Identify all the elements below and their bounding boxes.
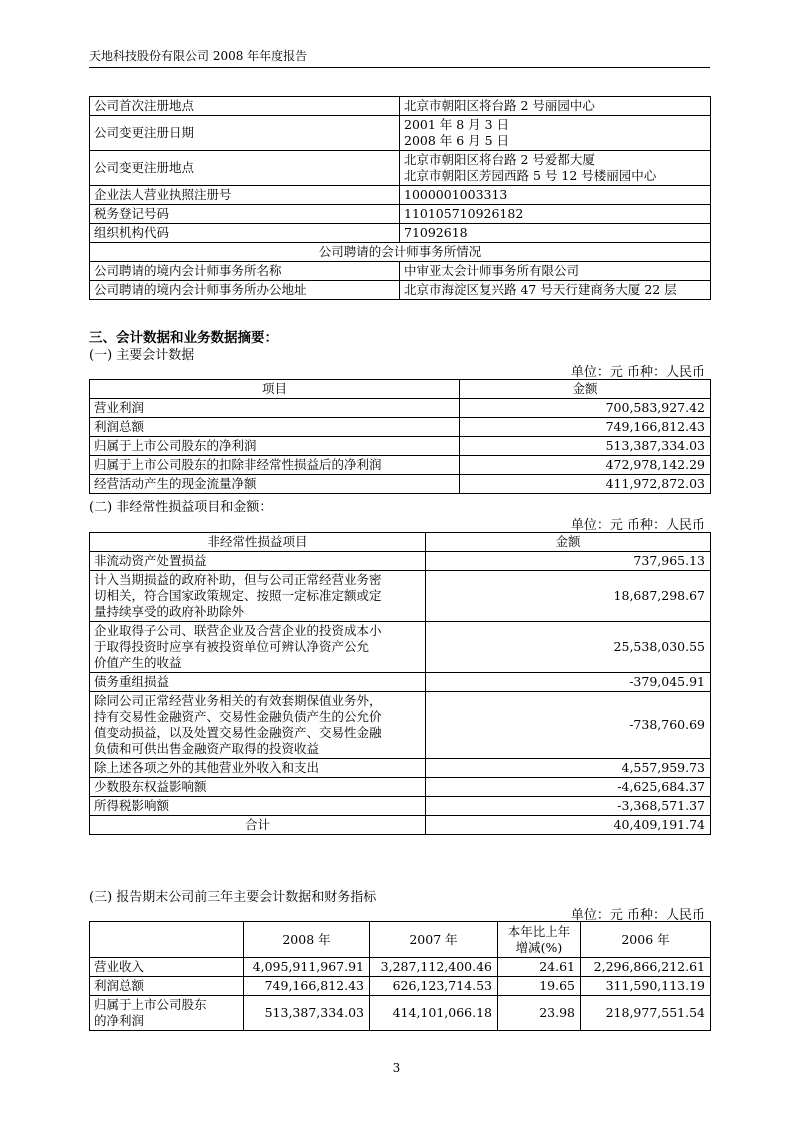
item-cell: 利润总额	[90, 418, 460, 437]
amount-cell: -3,368,571.37	[426, 797, 711, 816]
table-row	[90, 116, 711, 151]
main-accounting-table	[89, 379, 711, 494]
value-2008: 513,387,334.03	[244, 996, 370, 1031]
subsection-title-1: (一) 主要会计数据	[89, 348, 195, 363]
table-row	[90, 418, 711, 437]
table-header-row	[90, 533, 711, 552]
amount-cell: 513,387,334.03	[460, 437, 711, 456]
table-row	[90, 996, 711, 1031]
table-row	[90, 552, 711, 571]
column-header: 金额	[460, 380, 711, 399]
item-line: 价值产生的收益	[94, 655, 182, 670]
table-row	[90, 243, 711, 262]
amount-cell: 18,687,298.67	[426, 571, 711, 622]
table-row	[90, 797, 711, 816]
item-line: 计入当期损益的政府补助，但与公司正常经营业务密	[94, 572, 382, 587]
table-row	[90, 262, 711, 281]
item-cell: 所得税影响额	[90, 797, 426, 816]
row-label: 公司变更注册地点	[90, 151, 400, 186]
value-line: 2001 年 8 月 3 日	[404, 117, 510, 132]
header-divider	[89, 67, 710, 68]
subsection-title-3: (三) 报告期末公司前三年主要会计数据和财务指标	[89, 890, 377, 905]
page-number: 3	[392, 1061, 401, 1075]
table-row	[90, 958, 711, 977]
subsection-title-2: (二) 非经常性损益项目和金额：	[89, 500, 273, 515]
value-change: 19.65	[498, 977, 581, 996]
table-row	[90, 281, 711, 300]
value-line: 2008 年 6 月 5 日	[404, 133, 510, 148]
item-line: 除同公司正常经营业务相关的有效套期保值业务外，	[94, 693, 382, 708]
section-title: 三、会计数据和业务数据摘要：	[89, 330, 278, 346]
item-line: 持有交易性金融资产、交易性金融负债产生的公允价	[94, 709, 382, 724]
table-row	[90, 186, 711, 205]
item-cell	[90, 692, 426, 759]
item-cell: 营业收入	[90, 958, 244, 977]
item-line: 归属于上市公司股东	[94, 997, 207, 1012]
row-value: 中审亚太会计师事务所有限公司	[400, 262, 711, 281]
item-cell: 营业利润	[90, 399, 460, 418]
column-header: 2006 年	[581, 922, 711, 958]
table-row	[90, 475, 711, 494]
row-value: 1000001003313	[400, 186, 711, 205]
three-year-table	[89, 921, 711, 1031]
amount-cell: -738,760.69	[426, 692, 711, 759]
row-label: 税务登记号码	[90, 205, 400, 224]
table-header-row	[90, 380, 711, 399]
value-2007: 626,123,714.53	[370, 977, 498, 996]
item-cell: 除上述各项之外的其他营业外收入和支出	[90, 759, 426, 778]
table-row	[90, 759, 711, 778]
value-line: 北京市朝阳区芳园西路 5 号 12 号楼丽园中心	[404, 168, 657, 183]
item-cell: 少数股东权益影响额	[90, 778, 426, 797]
unit-label-2: 单位：元 币种：人民币	[570, 518, 705, 533]
column-header-empty	[90, 922, 244, 958]
row-value: 71092618	[400, 224, 711, 243]
value-change: 23.98	[498, 996, 581, 1031]
item-cell	[90, 622, 426, 673]
row-value: 北京市朝阳区将台路 2 号丽园中心	[400, 97, 711, 116]
value-2006: 2,296,866,212.61	[581, 958, 711, 977]
value-2008: 4,095,911,967.91	[244, 958, 370, 977]
item-cell: 经营活动产生的现金流量净额	[90, 475, 460, 494]
table-row	[90, 399, 711, 418]
item-line: 值变动损益，以及处置交易性金融资产、交易性金融	[94, 725, 382, 740]
table-row	[90, 224, 711, 243]
amount-cell: 25,538,030.55	[426, 622, 711, 673]
item-cell: 债务重组损益	[90, 673, 426, 692]
column-header: 2008 年	[244, 922, 370, 958]
table-row	[90, 97, 711, 116]
item-line: 企业取得子公司、联营企业及合营企业的投资成本小	[94, 623, 382, 638]
item-cell	[90, 571, 426, 622]
row-label: 公司聘请的境内会计师事务所名称	[90, 262, 400, 281]
table-row	[90, 151, 711, 186]
amount-cell: 4,557,959.73	[426, 759, 711, 778]
total-label: 合计	[90, 816, 426, 835]
table-row	[90, 977, 711, 996]
header-line: 增减(%)	[515, 939, 563, 955]
table-header-row	[90, 922, 711, 958]
table-row	[90, 456, 711, 475]
row-value	[400, 116, 711, 151]
item-cell	[90, 996, 244, 1031]
value-2007: 414,101,066.18	[370, 996, 498, 1031]
value-2008: 749,166,812.43	[244, 977, 370, 996]
amount-cell: 472,978,142.29	[460, 456, 711, 475]
item-line: 量持续享受的政府补助除外	[94, 604, 245, 619]
item-line: 负债和可供出售金融资产取得的投资收益	[94, 741, 320, 756]
value-2006: 218,977,551.54	[581, 996, 711, 1031]
item-line: 的净利润	[94, 1013, 145, 1028]
value-change: 24.61	[498, 958, 581, 977]
row-value	[400, 151, 711, 186]
table-row	[90, 571, 711, 622]
item-cell: 归属于上市公司股东的扣除非经常性损益后的净利润	[90, 456, 460, 475]
amount-cell: -379,045.91	[426, 673, 711, 692]
table-row	[90, 205, 711, 224]
amount-cell: 737,965.13	[426, 552, 711, 571]
item-cell: 非流动资产处置损益	[90, 552, 426, 571]
unit-label-1: 单位：元 币种：人民币	[570, 365, 705, 380]
item-line: 于取得投资时应享有被投资单位可辨认净资产公允	[94, 639, 370, 654]
row-label: 组织机构代码	[90, 224, 400, 243]
value-2006: 311,590,113.19	[581, 977, 711, 996]
value-line: 北京市朝阳区将台路 2 号爱都大厦	[404, 152, 595, 167]
unit-label-3: 单位：元 币种：人民币	[570, 908, 705, 923]
row-label: 公司聘请的境内会计师事务所办公地址	[90, 281, 400, 300]
table-row	[90, 692, 711, 759]
auditor-heading: 公司聘请的会计师事务所情况	[90, 243, 711, 262]
amount-cell: 411,972,872.03	[460, 475, 711, 494]
item-cell: 利润总额	[90, 977, 244, 996]
registration-table	[89, 96, 711, 300]
amount-cell: 749,166,812.43	[460, 418, 711, 437]
table-row	[90, 673, 711, 692]
column-header: 非经常性损益项目	[90, 533, 426, 552]
column-header: 2007 年	[370, 922, 498, 958]
item-line: 切相关，符合国家政策规定、按照一定标准定额或定	[94, 588, 382, 603]
row-label: 公司首次注册地点	[90, 97, 400, 116]
amount-cell: 700,583,927.42	[460, 399, 711, 418]
table-row	[90, 778, 711, 797]
table-total-row	[90, 816, 711, 835]
column-header-change	[498, 922, 581, 958]
table-row	[90, 437, 711, 456]
item-cell: 归属于上市公司股东的净利润	[90, 437, 460, 456]
report-header: 天地科技股份有限公司 2008 年年度报告	[89, 49, 308, 63]
row-label: 企业法人营业执照注册号	[90, 186, 400, 205]
amount-cell: -4,625,684.37	[426, 778, 711, 797]
table-row	[90, 622, 711, 673]
column-header: 金额	[426, 533, 711, 552]
header-line: 本年比上年	[507, 923, 571, 939]
row-value: 110105710926182	[400, 205, 711, 224]
row-label: 公司变更注册日期	[90, 116, 400, 151]
value-2007: 3,287,112,400.46	[370, 958, 498, 977]
non-recurring-table	[89, 532, 711, 835]
row-value: 北京市海淀区复兴路 47 号天行建商务大厦 22 层	[400, 281, 711, 300]
total-amount: 40,409,191.74	[426, 816, 711, 835]
column-header: 项目	[90, 380, 460, 399]
